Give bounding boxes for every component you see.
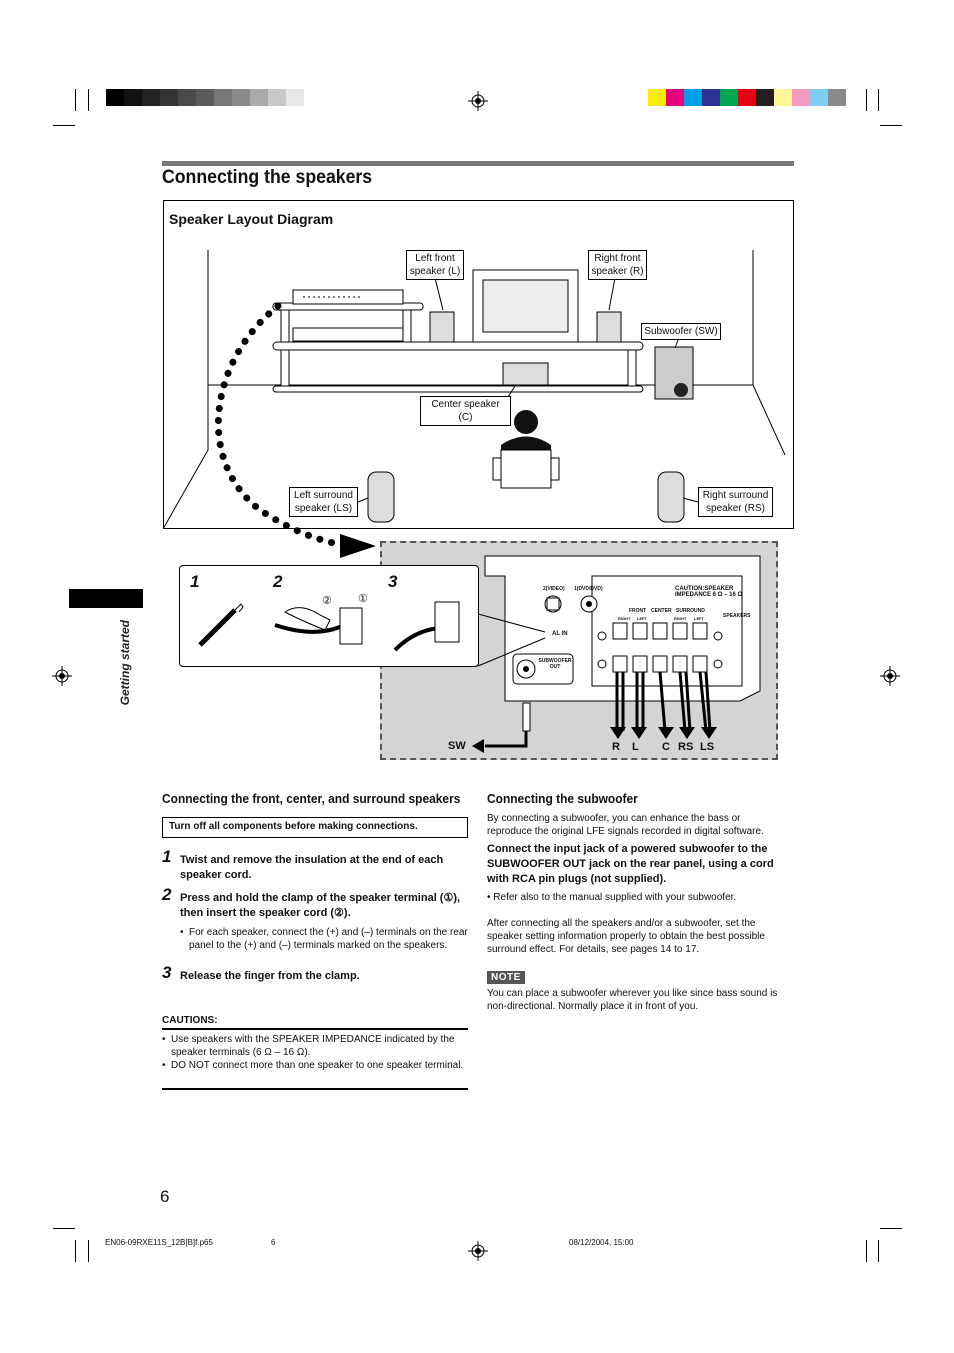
registration-target-icon	[468, 1241, 488, 1261]
step-1-number: 1	[162, 847, 172, 866]
front-left-label: LEFT	[637, 616, 647, 621]
subwoofer-bullet: • Refer also to the manual supplied with your subwoofer.	[487, 892, 737, 903]
color-swatch	[756, 89, 774, 106]
gray-swatch	[232, 89, 250, 106]
step-2-bullet: • For each speaker, connect the (+) and (–) terminals on the rear panel to the (+) and (–) terminals marked on the speakers.	[180, 927, 468, 951]
footer-date: 08/12/2004, 15:00	[569, 1238, 634, 1247]
left-heading: Connecting the front, center, and surround speakers	[162, 791, 461, 806]
surround-right-label: RIGHT	[674, 616, 687, 621]
diagram-title: Speaker Layout Diagram	[169, 211, 334, 227]
note-badge: NOTE	[487, 971, 525, 984]
caution-2: • DO NOT connect more than one speaker to one speaker terminal.	[162, 1059, 468, 1072]
label-subwoofer: Subwoofer (SW)	[641, 323, 721, 340]
cautions-title: CAUTIONS:	[162, 1015, 218, 1026]
arrow-label-c: C	[662, 741, 670, 753]
step-1	[162, 847, 470, 883]
surround-left-label: LEFT	[694, 616, 704, 621]
dotted-pointer-arrow	[200, 290, 390, 560]
color-swatch	[720, 89, 738, 106]
gray-swatch	[106, 89, 124, 106]
impedance-caution: CAUTION:SPEAKER IMPEDANCE 6 Ω – 16 Ω	[675, 586, 743, 598]
label-left-front-speaker: Left front speaker (L)	[406, 250, 464, 280]
inset-marker-1: ①	[358, 593, 368, 605]
step-2-bullet-text: For each speaker, connect the (+) and (–) terminals on the rear panel to the (+) and (–) terminals marked on the speakers.	[189, 927, 468, 951]
cautions-bottom-rule	[162, 1088, 468, 1090]
inset-step-2: 2	[273, 572, 283, 591]
front-right-label: RIGHT	[618, 616, 631, 621]
section-label: Getting started	[118, 620, 132, 706]
step-3-number: 3	[162, 963, 172, 982]
arrow-label-sw: SW	[448, 740, 466, 752]
color-swatch	[738, 89, 756, 106]
right-front-speaker	[597, 312, 621, 342]
registration-target-icon	[468, 91, 488, 111]
subwoofer-instruction: Connect the input jack of a powered subwoofer to the SUBWOOFER OUT jack on the rear panel, using a cord with RCA pin plugs (not supplied).	[487, 843, 774, 885]
arrow-label-r: R	[612, 741, 620, 753]
gray-swatch	[196, 89, 214, 106]
arrow-label-l: L	[632, 741, 639, 753]
color-swatch	[666, 89, 684, 106]
gray-swatch	[160, 89, 178, 106]
caution-2-text: DO NOT connect more than one speaker to one speaker terminal.	[171, 1060, 464, 1071]
gray-swatch	[250, 89, 268, 106]
color-swatch	[828, 89, 846, 106]
color-swatch	[648, 89, 666, 106]
color-swatch	[792, 89, 810, 106]
inset-callout	[470, 610, 550, 670]
speakers-label: SPEAKERS	[723, 613, 751, 619]
registration-target-icon	[52, 666, 72, 686]
video2-label: 2(VIDEO)	[543, 586, 565, 592]
center-label: CENTER	[651, 608, 672, 614]
label-left-surround-speaker: Left surround speaker (LS)	[289, 487, 358, 517]
step-2-text: Press and hold the clamp of the speaker terminal (①), then insert the speaker cord (②).	[180, 892, 461, 919]
label-center-speaker: Center speaker (C)	[420, 396, 511, 426]
step-2-number: 2	[162, 885, 172, 904]
caution-1: • Use speakers with the SPEAKER IMPEDANCE indicated by the speaker terminals (6 Ω – 16 Ω).	[162, 1033, 468, 1059]
inset-step-1: 1	[190, 572, 200, 591]
after-connecting-text: After connecting all the speakers and/or a subwoofer, set the speaker setting information properly to obtain the best possible surround effect. For details, see pages 14 to 17.	[487, 918, 765, 955]
caution-1-text: Use speakers with the SPEAKER IMPEDANCE indicated by the speaker terminals (6 Ω – 16 Ω).	[171, 1034, 455, 1058]
arrow-label-rs: RS	[678, 741, 694, 753]
gray-swatch	[214, 89, 232, 106]
inset-marker-2: ②	[322, 595, 332, 607]
right-surround-speaker	[658, 472, 684, 522]
title-rule	[162, 161, 794, 166]
notice-box: Turn off all components before making connections.	[162, 817, 468, 838]
inset-step-3: 3	[388, 572, 398, 591]
page-title: Connecting the speakers	[162, 167, 373, 188]
label-right-front-speaker: Right front speaker (R)	[588, 250, 647, 280]
gray-swatch	[268, 89, 286, 106]
color-swatch	[810, 89, 828, 106]
gray-swatch	[286, 89, 304, 106]
footer-file: EN06-09RXE11S_12B[B]f.p65	[105, 1238, 213, 1247]
subwoofer-bullet-text: Refer also to the manual supplied with your subwoofer.	[493, 892, 737, 903]
step-3-text: Release the finger from the clamp.	[180, 970, 360, 982]
footer-page: 6	[271, 1238, 276, 1247]
left-front-speaker	[430, 312, 454, 342]
dvd1-label: 1(DVD/DVD)	[574, 586, 603, 592]
subwoofer	[655, 347, 693, 399]
surround-label: SURROUND	[676, 608, 705, 614]
center-speaker	[503, 363, 548, 385]
gray-swatch	[142, 89, 160, 106]
cord-steps-illustration	[190, 590, 470, 660]
subwoofer-intro: By connecting a subwoofer, you can enhance the bass or reproduce the original LFE signals recorded in digital software.	[487, 813, 764, 837]
note-text: You can place a subwoofer wherever you like since bass sound is non-directional. Normally place it in front of you.	[487, 988, 778, 1012]
cautions-top-rule	[162, 1028, 468, 1030]
registration-target-icon	[880, 666, 900, 686]
step-3	[162, 963, 470, 984]
gray-swatch	[124, 89, 142, 106]
color-swatch	[684, 89, 702, 106]
gray-swatch	[178, 89, 196, 106]
television	[473, 270, 578, 342]
step-2	[162, 885, 470, 921]
color-swatch	[774, 89, 792, 106]
digital-in-label: AL IN	[552, 631, 568, 637]
color-swatch	[702, 89, 720, 106]
label-right-surround-speaker: Right surround speaker (RS)	[698, 487, 773, 517]
front-label: FRONT	[629, 608, 647, 614]
step-1-text: Twist and remove the insulation at the end of each speaker cord.	[180, 854, 444, 881]
arrow-label-ls: LS	[700, 741, 715, 753]
subwoofer-out-label: SUBWOOFER OUT	[538, 658, 572, 670]
section-tab	[69, 589, 143, 608]
right-heading: Connecting the subwoofer	[487, 791, 638, 806]
page-number: 6	[160, 1187, 170, 1206]
